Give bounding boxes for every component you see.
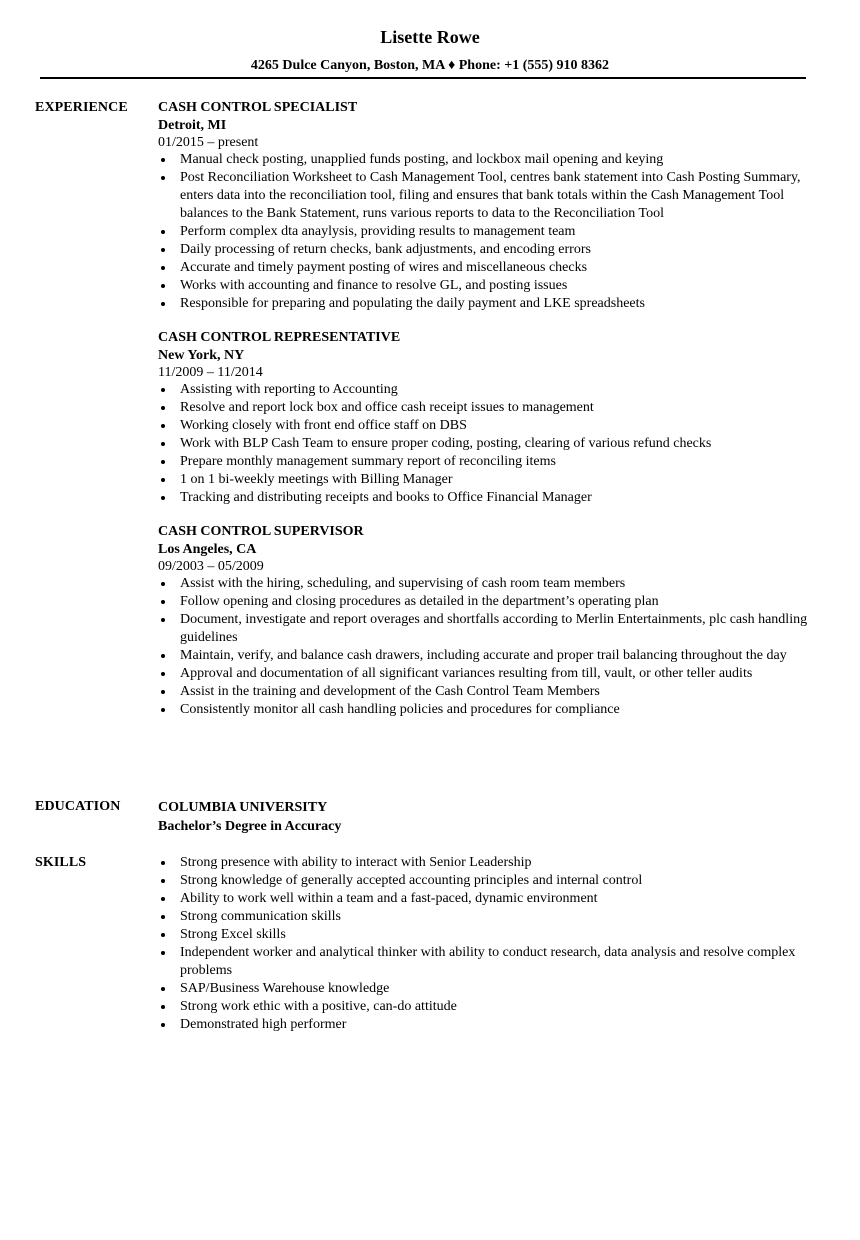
bullet-icon — [161, 478, 165, 482]
job-bullet-text: Perform complex dta anaylysis, providing results to management team — [180, 224, 576, 239]
skill-item — [158, 890, 808, 908]
job-bullet-text: Post Reconciliation Worksheet to Cash Management Tool, centres bank statement into Cash Posting Summary, enters data into the reconciliation tool, filing and ensures that bank totals within the Cash Management Tool balances to the Bank Statement, runs various reports to data to the Reconciliation Tool — [180, 170, 801, 221]
job-title: CASH CONTROL SUPERVISOR — [158, 524, 364, 539]
bullet-icon — [161, 879, 165, 883]
contact-line: 4265 Dulce Canyon, Boston, MA ♦ Phone: +1 (555) 910 8362 — [250, 58, 610, 73]
skill-text: Ability to work well within a team and a fast-paced, dynamic environment — [180, 891, 598, 906]
job-bullet-text: Document, investigate and report overages and shortfalls according to Merlin Entertainments, plc cash handling guidelines — [180, 612, 808, 645]
bullet-icon — [161, 248, 165, 252]
job-dates: 11/2009 – 11/2014 — [158, 365, 263, 380]
job-bullet — [158, 241, 808, 259]
job-bullet-text: Assisting with reporting to Accounting — [180, 382, 398, 397]
bullet-icon — [161, 672, 165, 676]
job-location: New York, NY — [158, 348, 245, 363]
skill-text: Strong presence with ability to interact with Senior Leadership — [180, 855, 532, 870]
job-bullet-text: Maintain, verify, and balance cash drawers, including accurate and proper trail balancing throughout the day — [180, 648, 787, 663]
bullet-icon — [161, 266, 165, 270]
bullet-icon — [161, 496, 165, 500]
job-entry — [158, 523, 808, 719]
bullet-icon — [161, 861, 165, 865]
bullet-icon — [161, 176, 165, 180]
job-bullet — [158, 471, 808, 489]
skill-text: Strong communication skills — [180, 909, 341, 924]
skill-item — [158, 854, 808, 872]
job-bullet — [158, 399, 808, 417]
job-bullet — [158, 435, 808, 453]
job-bullet-text: Daily processing of return checks, bank adjustments, and encoding errors — [180, 242, 591, 257]
bullet-icon — [161, 600, 165, 604]
education-school: COLUMBIA UNIVERSITY — [158, 800, 328, 815]
job-bullet — [158, 169, 808, 223]
job-bullet — [158, 417, 808, 435]
job-bullet-list — [158, 381, 808, 507]
bullet-icon — [161, 654, 165, 658]
job-bullet — [158, 259, 808, 277]
bullet-icon — [161, 302, 165, 306]
bullet-icon — [161, 915, 165, 919]
job-bullet-text: Works with accounting and finance to resolve GL, and posting issues — [180, 278, 568, 293]
job-bullet — [158, 575, 808, 593]
bullet-icon — [161, 406, 165, 410]
bullet-icon — [161, 442, 165, 446]
job-bullet — [158, 295, 808, 313]
skill-item — [158, 998, 808, 1016]
resume-header — [0, 0, 860, 75]
bullet-icon — [161, 618, 165, 622]
bullet-icon — [161, 284, 165, 288]
education-body — [158, 798, 808, 836]
job-bullet — [158, 701, 808, 719]
candidate-name: Lisette Rowe — [380, 27, 480, 47]
bullet-icon — [161, 708, 165, 712]
job-entry — [158, 99, 808, 313]
job-location: Detroit, MI — [158, 118, 227, 133]
skill-item — [158, 980, 808, 998]
job-bullet — [158, 665, 808, 683]
skill-text: Strong Excel skills — [180, 927, 286, 942]
job-bullet — [158, 647, 808, 665]
experience-body — [158, 99, 808, 735]
job-bullet-text: Responsible for preparing and populating the daily payment and LKE spreadsheets — [180, 296, 645, 311]
skill-item — [158, 926, 808, 944]
job-bullet-text: Working closely with front end office staff on DBS — [180, 418, 467, 433]
job-bullet-text: Resolve and report lock box and office cash receipt issues to management — [180, 400, 594, 415]
skill-text: Demonstrated high performer — [180, 1017, 347, 1032]
bullet-icon — [161, 1023, 165, 1027]
education-heading: EDUCATION — [35, 799, 121, 814]
job-dates: 01/2015 – present — [158, 135, 259, 150]
skills-body — [158, 854, 808, 1034]
job-bullet — [158, 683, 808, 701]
skill-item — [158, 872, 808, 890]
job-title: CASH CONTROL REPRESENTATIVE — [158, 330, 401, 345]
job-bullet — [158, 277, 808, 295]
bullet-icon — [161, 158, 165, 162]
bullet-icon — [161, 987, 165, 991]
job-dates: 09/2003 – 05/2009 — [158, 559, 264, 574]
education-degree: Bachelor’s Degree in Accuracy — [158, 819, 342, 834]
job-bullet-text: Prepare monthly management summary report of reconciling items — [180, 454, 556, 469]
job-bullet-text: Consistently monitor all cash handling policies and procedures for compliance — [180, 702, 620, 717]
bullet-icon — [161, 1005, 165, 1009]
job-bullet — [158, 381, 808, 399]
job-bullet — [158, 611, 808, 647]
job-bullet — [158, 151, 808, 169]
skills-heading: SKILLS — [35, 855, 87, 870]
job-bullet-list — [158, 151, 808, 313]
job-bullet-text: Follow opening and closing procedures as detailed in the department’s operating plan — [180, 594, 659, 609]
job-bullet-text: Assist with the hiring, scheduling, and supervising of cash room team members — [180, 576, 626, 591]
bullet-icon — [161, 582, 165, 586]
job-bullet — [158, 453, 808, 471]
job-bullet-text: Tracking and distributing receipts and books to Office Financial Manager — [180, 490, 592, 505]
skills-list — [158, 854, 808, 1034]
skill-text: Strong work ethic with a positive, can-do attitude — [180, 999, 457, 1014]
job-bullet-text: Assist in the training and development of the Cash Control Team Members — [180, 684, 600, 699]
job-location: Los Angeles, CA — [158, 542, 257, 557]
job-bullet — [158, 489, 808, 507]
job-bullet-text: 1 on 1 bi-weekly meetings with Billing Manager — [180, 472, 453, 487]
skill-item — [158, 944, 808, 980]
bullet-icon — [161, 424, 165, 428]
bullet-icon — [161, 388, 165, 392]
bullet-icon — [161, 897, 165, 901]
job-bullet-text: Approval and documentation of all significant variances resulting from till, vault, or other teller audits — [180, 666, 753, 681]
header-divider — [40, 77, 806, 79]
experience-heading: EXPERIENCE — [35, 100, 128, 115]
job-bullet-list — [158, 575, 808, 719]
bullet-icon — [161, 951, 165, 955]
job-title: CASH CONTROL SPECIALIST — [158, 100, 358, 115]
skill-text: Strong knowledge of generally accepted accounting principles and internal control — [180, 873, 643, 888]
job-bullet — [158, 593, 808, 611]
skill-item — [158, 1016, 808, 1034]
job-bullet-text: Accurate and timely payment posting of wires and miscellaneous checks — [180, 260, 588, 275]
skill-text: SAP/Business Warehouse knowledge — [180, 981, 390, 996]
bullet-icon — [161, 690, 165, 694]
job-bullet-text: Manual check posting, unapplied funds posting, and lockbox mail opening and keying — [180, 152, 664, 167]
job-bullet-text: Work with BLP Cash Team to ensure proper coding, posting, clearing of various refund checks — [180, 436, 712, 451]
skill-item — [158, 908, 808, 926]
bullet-icon — [161, 933, 165, 937]
bullet-icon — [161, 230, 165, 234]
bullet-icon — [161, 460, 165, 464]
job-bullet — [158, 223, 808, 241]
skill-text: Independent worker and analytical thinker with ability to conduct research, data analysis and resolve complex problems — [180, 945, 796, 978]
job-entry — [158, 329, 808, 507]
